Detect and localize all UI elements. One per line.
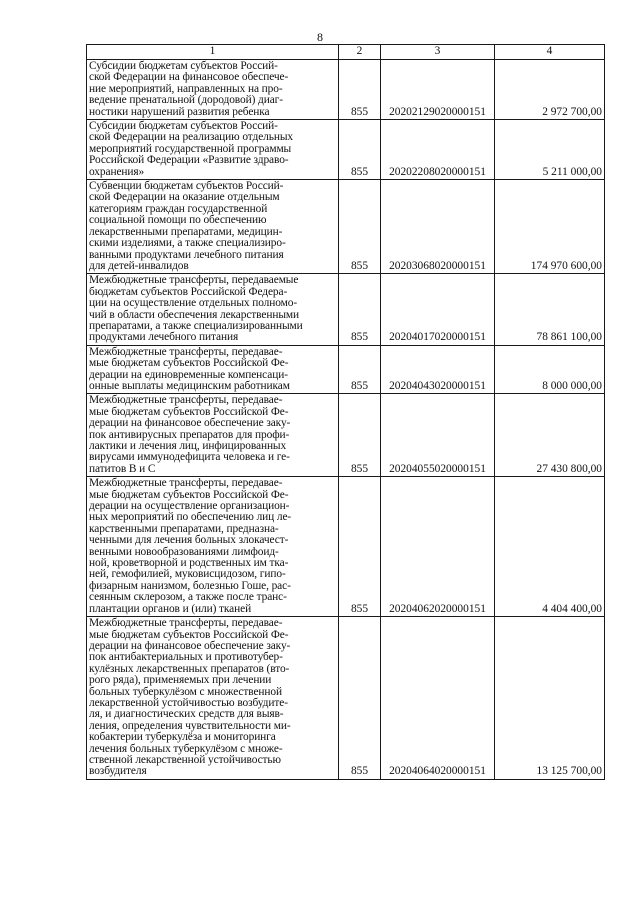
row-description: Межбюджетные трансферты, передавае- мые бюджетам субъектов Российской Фе- дерации на осуществление организацион- ных мероприятий по обеспечению лиц ле- карственными препаратами, предназна- ченными для лечения больных злокачест- венными новообразованиями лимфоид- ной, кроветворной и родственных им тка- ней, гемофилией, муковисцидозом, гипо- физарным нанизмом, болезнью Гоше, рас- сеянным склерозом, а также после транс- плантации органов и (или) тканей <box>87 477 339 617</box>
table-row <box>87 394 605 477</box>
row-budget-code: 20204017020000151 <box>381 274 495 345</box>
table-row <box>87 60 605 120</box>
row-amount: 2 972 700,00 <box>495 60 605 120</box>
row-admin-code: 855 <box>339 617 381 780</box>
row-amount: 8 000 000,00 <box>495 345 605 394</box>
row-budget-code: 20204043020000151 <box>381 345 495 394</box>
table-row <box>87 120 605 180</box>
row-description: Межбюджетные трансферты, передавае- мые бюджетам субъектов Российской Фе- дерации на финансовое обеспечение заку- пок антибактериальных и противотубер- кулёзных лекарственных препаратов (вто- рого ряда), применяемых при лечении больных туберкулёзом с множественной лекарственной устойчивостью возбудите- ля, и диагностических средств для выяв- ления, определения чувствительности ми- кобактерии туберкулёза и мониторинга лечения больных туберкулёзом с множе- ственной лекарственной устойчивостью возбудителя <box>87 617 339 780</box>
column-header-description: 1 <box>87 45 339 60</box>
budget-revenue-table <box>86 44 605 780</box>
row-admin-code: 855 <box>339 345 381 394</box>
row-admin-code: 855 <box>339 477 381 617</box>
row-admin-code: 855 <box>339 120 381 180</box>
row-amount: 13 125 700,00 <box>495 617 605 780</box>
row-amount: 78 861 100,00 <box>495 274 605 345</box>
row-budget-code: 20202208020000151 <box>381 120 495 180</box>
row-budget-code: 20202129020000151 <box>381 60 495 120</box>
row-budget-code: 20204062020000151 <box>381 477 495 617</box>
row-admin-code: 855 <box>339 274 381 345</box>
column-header-code: 3 <box>381 45 495 60</box>
table-row <box>87 274 605 345</box>
row-amount: 5 211 000,00 <box>495 120 605 180</box>
row-budget-code: 20203068020000151 <box>381 180 495 274</box>
table-row <box>87 180 605 274</box>
row-amount: 27 430 800,00 <box>495 394 605 477</box>
page-number: 8 <box>317 30 323 44</box>
row-admin-code: 855 <box>339 394 381 477</box>
row-amount: 4 404 400,00 <box>495 477 605 617</box>
table-row <box>87 477 605 617</box>
row-description: Субсидии бюджетам субъектов Россий- ской Федерации на реализацию отдельных мероприятий государственной программы Российской Федерации «Развитие здраво- охранения» <box>87 120 339 180</box>
table-header-row <box>87 45 605 60</box>
row-budget-code: 20204064020000151 <box>381 617 495 780</box>
row-amount: 174 970 600,00 <box>495 180 605 274</box>
row-description: Межбюджетные трансферты, передавае- мые бюджетам субъектов Российской Фе- дерации на финансовое обеспечение заку- пок антивирусных препаратов для профи- лактики и лечения лиц, инфицированных вирусами иммунодефицита человека и ге- патитов В и С <box>87 394 339 477</box>
row-description: Субвенции бюджетам субъектов Россий- ской Федерации на оказание отдельным категориям граждан государственной социальной помощи по обеспечению лекарственными препаратами, медицин- скими изделиями, а также специализиро- ванными продуктами лечебного питания для детей-инвалидов <box>87 180 339 274</box>
row-description: Межбюджетные трансферты, передавае- мые бюджетам субъектов Российской Фе- дерации на единовременные компенсаци- онные выплаты медицинским работникам <box>87 345 339 394</box>
row-budget-code: 20204055020000151 <box>381 394 495 477</box>
row-admin-code: 855 <box>339 60 381 120</box>
row-description: Межбюджетные трансферты, передаваемые бюджетам субъектов Российской Федера- ции на осуществление отдельных полномо- чий в области обеспечения лекарственными препаратами, а также специализированными продуктами лечебного питания <box>87 274 339 345</box>
row-description: Субсидии бюджетам субъектов Россий- ской Федерации на финансовое обеспече- ние мероприятий, направленных на про- ведение пренатальной (дородовой) диаг- ностики нарушений развития ребенка <box>87 60 339 120</box>
column-header-admin: 2 <box>339 45 381 60</box>
row-admin-code: 855 <box>339 180 381 274</box>
table-row <box>87 345 605 394</box>
column-header-amount: 4 <box>495 45 605 60</box>
table-row <box>87 617 605 780</box>
